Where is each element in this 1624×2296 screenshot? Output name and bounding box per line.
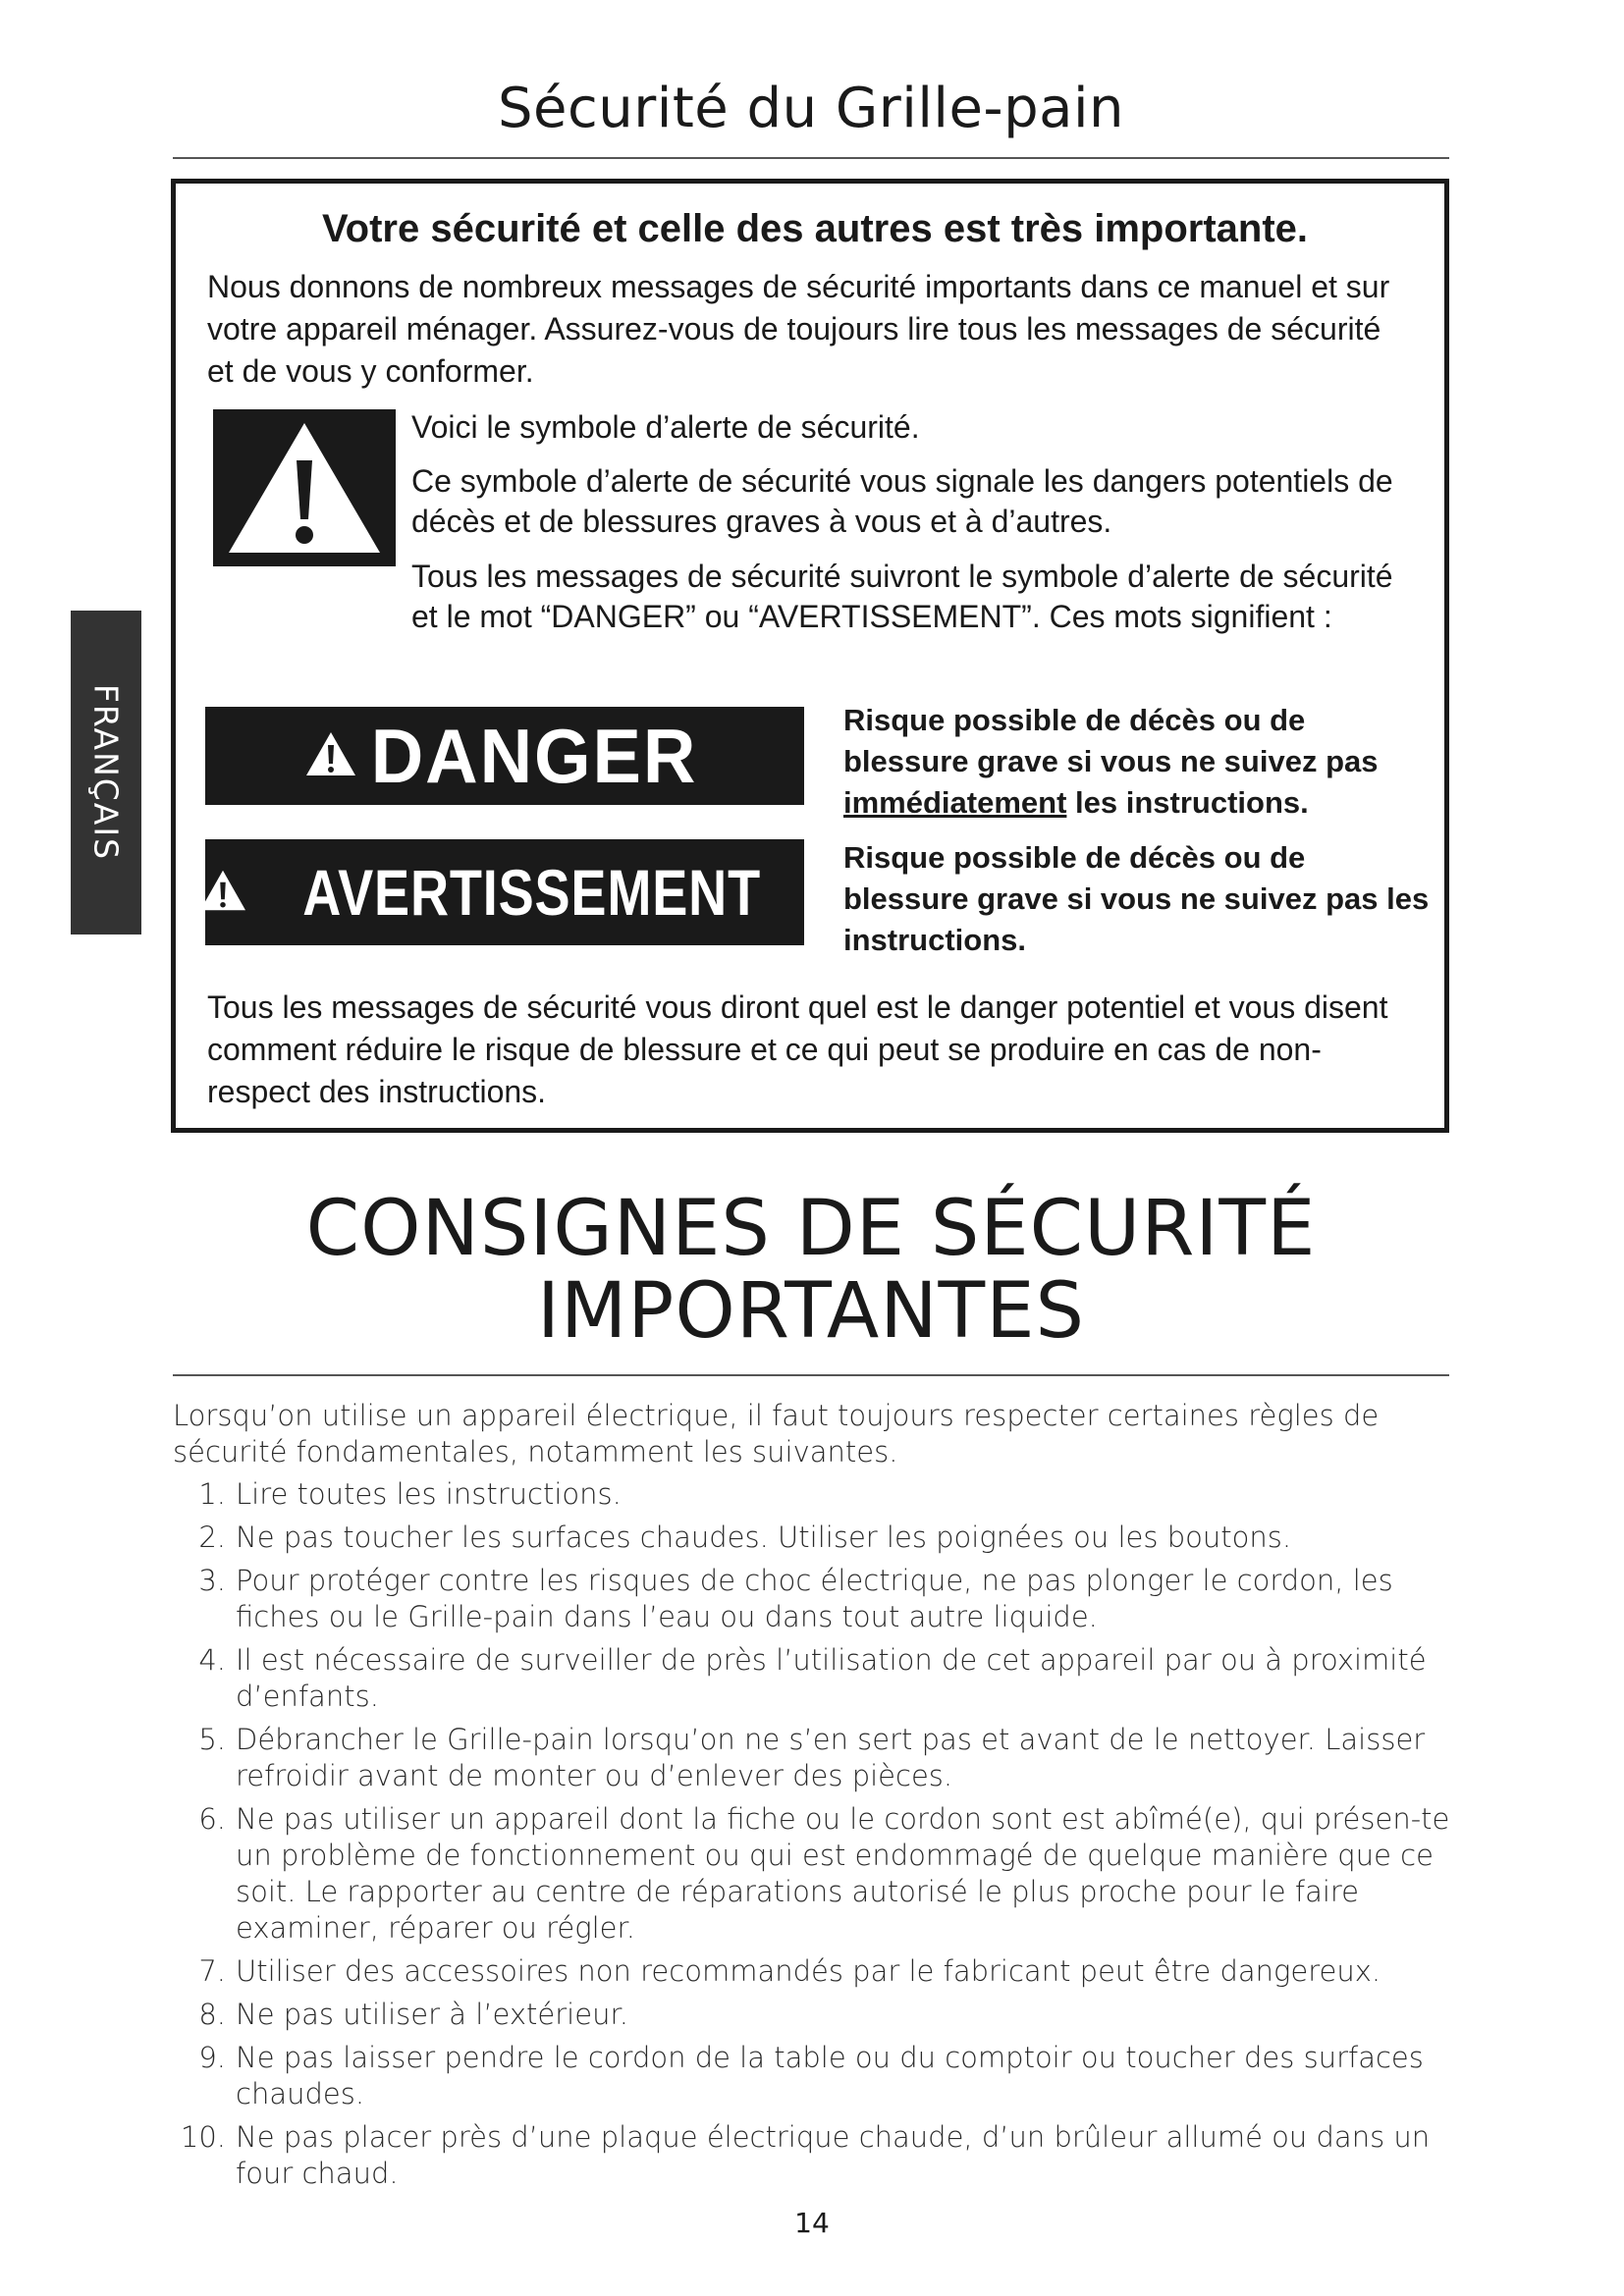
list-item xyxy=(173,1997,1459,2033)
safety-notice-box xyxy=(171,179,1449,1133)
warning-label: AVERTISSEMENT xyxy=(302,856,762,929)
language-tab-label: FRANÇAIS xyxy=(86,683,126,862)
item-number: 4. xyxy=(198,1643,226,1677)
item-number: 5. xyxy=(198,1723,226,1756)
section-title-line-2: IMPORTANTES xyxy=(537,1267,1085,1356)
list-item xyxy=(173,1801,1459,1947)
item-text: Utiliser des accessoires non recommandés par le fabricant peut être dangereux. xyxy=(236,1954,1381,1988)
list-item xyxy=(173,1642,1459,1715)
item-number: 2. xyxy=(198,1521,226,1554)
list-item xyxy=(173,1476,1459,1513)
instructions-intro: Lorsqu’on utilise un appareil électrique, il faut toujours respecter certaines règles de sécurité fondamentales, notamment les suivantes. xyxy=(173,1399,1380,1468)
safety-box-heading: Votre sécurité et celle des autres est très importante. xyxy=(321,207,1309,250)
item-text: Ne pas laisser pendre le cordon de la table ou du comptoir ou toucher des surfaces chaudes. xyxy=(236,2041,1424,2110)
header-divider xyxy=(173,157,1449,159)
page-number: 14 xyxy=(794,2207,830,2239)
danger-definition-emphasis: immédiatement xyxy=(843,785,1067,820)
item-number: 8. xyxy=(198,1998,226,2031)
warning-banner xyxy=(205,839,804,945)
item-number: 9. xyxy=(198,2041,226,2074)
item-number: 1. xyxy=(198,1477,226,1511)
item-number: 3. xyxy=(198,1564,226,1597)
section-title-line-1: CONSIGNES DE SÉCURITÉ xyxy=(305,1185,1317,1273)
list-item xyxy=(173,2119,1459,2192)
page-title: Sécurité du Grille-pain xyxy=(497,77,1125,140)
list-item xyxy=(173,1953,1459,1990)
item-number: 7. xyxy=(198,1954,226,1988)
signal-words-text: Tous les messages de sécurité suivront le symbole d’alerte de sécurité et le mot “DANGER” ou “AVERTISSEMENT”. Ces mots signifient : xyxy=(411,559,1393,634)
warning-alert-icon xyxy=(197,868,248,918)
list-item xyxy=(173,2040,1459,2112)
danger-label: DANGER xyxy=(370,713,698,799)
instructions-list xyxy=(173,1476,1459,2192)
list-item xyxy=(173,1520,1459,1556)
section-divider xyxy=(173,1374,1449,1376)
safety-instructions xyxy=(173,1398,1459,2199)
safety-box-outro: Tous les messages de sécurité vous diront quel est le danger potentiel et vous disent comment réduire le risque de blessure et ce qui peut se produire en cas de non-respect des instructions. xyxy=(207,989,1388,1109)
danger-definition-text: Risque possible de décès ou de blessure grave si vous ne suivez pas xyxy=(843,703,1379,778)
symbol-intro-text: Voici le symbole d’alerte de sécurité. xyxy=(411,409,920,445)
item-text: Ne pas placer près d’une plaque électrique chaude, d’un brûleur allumé ou dans un four chaud. xyxy=(236,2120,1431,2190)
language-tab xyxy=(71,611,141,934)
warning-triangle-icon xyxy=(213,409,396,566)
item-text: Il est nécessaire de surveiller de près l’utilisation de cet appareil par ou à proximité d’enfants. xyxy=(236,1643,1427,1713)
item-text: Ne pas utiliser à l’extérieur. xyxy=(236,1998,628,2031)
safety-box-intro: Nous donnons de nombreux messages de sécurité importants dans ce manuel et sur votre appareil ménager. Assurez-vous de toujours lire tous les messages de sécurité et de vous y conformer. xyxy=(207,269,1390,389)
item-number: 10. xyxy=(180,2120,226,2154)
item-text: Lire toutes les instructions. xyxy=(236,1477,622,1511)
section-title xyxy=(173,1185,1449,1356)
list-item xyxy=(173,1722,1459,1794)
danger-definition xyxy=(843,700,1433,824)
item-text: Ne pas toucher les surfaces chaudes. Utiliser les poignées ou les boutons. xyxy=(236,1521,1292,1554)
danger-alert-icon xyxy=(303,729,358,783)
item-text: Pour protéger contre les risques de choc électrique, ne pas plonger le cordon, les fiches ou le Grille-pain dans l’eau ou dans tout autre liquide. xyxy=(236,1564,1393,1633)
symbol-meaning-text: Ce symbole d’alerte de sécurité vous signale les dangers potentiels de décès et de blessures graves à vous et à d’autres. xyxy=(411,463,1393,539)
list-item xyxy=(173,1563,1459,1635)
danger-banner xyxy=(205,707,804,805)
item-number: 6. xyxy=(198,1802,226,1836)
danger-definition-end: les instructions. xyxy=(1075,785,1309,820)
warning-definition: Risque possible de décès ou de blessure grave si vous ne suivez pas les instructions. xyxy=(843,840,1430,957)
item-text: Ne pas utiliser un appareil dont la fiche ou le cordon sont est abîmé(e), qui présen-te un problème de fonctionnement ou qui est endommagé de quelque manière que ce soit. Le rapporter au centre de réparations autorisé le plus proche pour le faire examiner, réparer ou régler. xyxy=(236,1802,1450,1945)
item-text: Débrancher le Grille-pain lorsqu’on ne s’en sert pas et avant de le nettoyer. Laisser refroidir avant de monter ou d’enlever des pièces. xyxy=(236,1723,1426,1792)
